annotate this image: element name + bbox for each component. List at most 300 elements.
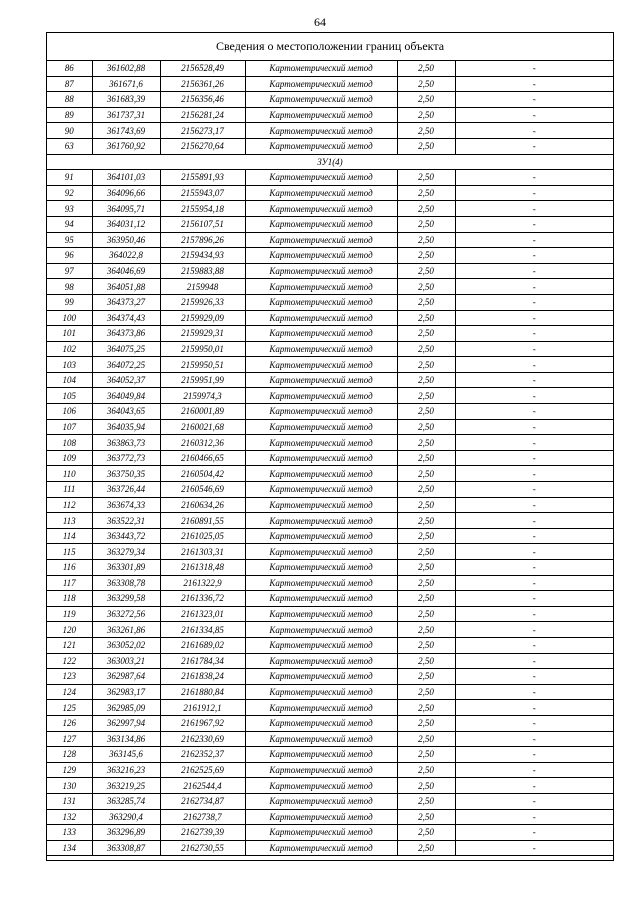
x-coordinate-cell: 364096,66 [92,185,160,201]
section-row [47,154,613,170]
error-cell: 2,50 [397,123,455,139]
description-cell: - [455,294,613,310]
error-cell: 2,50 [397,840,455,856]
table-row [47,263,613,279]
point-number-cell: 103 [47,357,92,373]
y-coordinate-cell: 2160021,68 [160,419,245,435]
table-row [47,747,613,763]
method-cell: Картометрический метод [245,528,397,544]
description-cell: - [455,637,613,653]
y-coordinate-cell: 2156356,46 [160,92,245,108]
x-coordinate-cell: 363219,25 [92,778,160,794]
point-number-cell: 108 [47,435,92,451]
error-cell: 2,50 [397,637,455,653]
y-coordinate-cell: 2162738,7 [160,809,245,825]
error-cell: 2,50 [397,61,455,76]
error-cell: 2,50 [397,731,455,747]
method-cell: Картометрический метод [245,326,397,342]
point-number-cell: 91 [47,170,92,186]
point-number-cell: 134 [47,840,92,856]
table-row [47,216,613,232]
method-cell: Картометрический метод [245,419,397,435]
table-row [47,669,613,685]
table-row [47,232,613,248]
table-row [47,637,613,653]
error-cell: 2,50 [397,560,455,576]
method-cell: Картометрический метод [245,263,397,279]
error-cell: 2,50 [397,388,455,404]
description-cell: - [455,216,613,232]
x-coordinate-cell: 362997,94 [92,715,160,731]
description-cell: - [455,341,613,357]
x-coordinate-cell: 364049,84 [92,388,160,404]
y-coordinate-cell: 2161322,9 [160,575,245,591]
x-coordinate-cell: 363285,74 [92,793,160,809]
error-cell: 2,50 [397,809,455,825]
error-cell: 2,50 [397,419,455,435]
method-cell: Картометрический метод [245,575,397,591]
table-row [47,185,613,201]
x-coordinate-cell: 363863,73 [92,435,160,451]
y-coordinate-cell: 2160312,36 [160,435,245,451]
method-cell: Картометрический метод [245,138,397,154]
method-cell: Картометрический метод [245,279,397,295]
table-row [47,76,613,92]
y-coordinate-cell: 2156273,17 [160,123,245,139]
section-label: ЗУ1(4) [47,154,613,170]
y-coordinate-cell: 2159974,3 [160,388,245,404]
error-cell: 2,50 [397,528,455,544]
error-cell: 2,50 [397,825,455,841]
description-cell: - [455,279,613,295]
table-row [47,61,613,76]
x-coordinate-cell: 363261,86 [92,622,160,638]
x-coordinate-cell: 364373,86 [92,326,160,342]
method-cell: Картометрический метод [245,747,397,763]
x-coordinate-cell: 361760,92 [92,138,160,154]
description-cell: - [455,575,613,591]
error-cell: 2,50 [397,778,455,794]
x-coordinate-cell: 364046,69 [92,263,160,279]
x-coordinate-cell: 361671,6 [92,76,160,92]
description-cell: - [455,528,613,544]
description-cell: - [455,419,613,435]
x-coordinate-cell: 363726,44 [92,482,160,498]
method-cell: Картометрический метод [245,560,397,576]
x-coordinate-cell: 362983,17 [92,684,160,700]
x-coordinate-cell: 363772,73 [92,450,160,466]
point-number-cell: 122 [47,653,92,669]
method-cell: Картометрический метод [245,684,397,700]
y-coordinate-cell: 2155954,18 [160,201,245,217]
point-number-cell: 102 [47,341,92,357]
table-row [47,731,613,747]
y-coordinate-cell: 2161967,92 [160,715,245,731]
method-cell: Картометрический метод [245,61,397,76]
error-cell: 2,50 [397,497,455,513]
error-cell: 2,50 [397,372,455,388]
method-cell: Картометрический метод [245,248,397,264]
y-coordinate-cell: 2161334,85 [160,622,245,638]
error-cell: 2,50 [397,326,455,342]
method-cell: Картометрический метод [245,435,397,451]
y-coordinate-cell: 2157896,26 [160,232,245,248]
point-number-cell: 123 [47,669,92,685]
table-row [47,715,613,731]
description-cell: - [455,76,613,92]
y-coordinate-cell: 2159926,33 [160,294,245,310]
point-number-cell: 120 [47,622,92,638]
x-coordinate-cell: 363145,6 [92,747,160,763]
error-cell: 2,50 [397,201,455,217]
y-coordinate-cell: 2159950,51 [160,357,245,373]
sheet-title: Сведения о местоположении границ объекта [47,33,613,61]
y-coordinate-cell: 2156281,24 [160,107,245,123]
point-number-cell: 94 [47,216,92,232]
description-cell: - [455,388,613,404]
error-cell: 2,50 [397,138,455,154]
y-coordinate-cell: 2161912,1 [160,700,245,716]
point-number-cell: 101 [47,326,92,342]
method-cell: Картометрический метод [245,388,397,404]
table-row [47,341,613,357]
method-cell: Картометрический метод [245,778,397,794]
error-cell: 2,50 [397,185,455,201]
point-number-cell: 99 [47,294,92,310]
method-cell: Картометрический метод [245,606,397,622]
x-coordinate-cell: 361683,39 [92,92,160,108]
error-cell: 2,50 [397,279,455,295]
error-cell: 2,50 [397,482,455,498]
method-cell: Картометрический метод [245,762,397,778]
method-cell: Картометрический метод [245,450,397,466]
table-row [47,435,613,451]
description-cell: - [455,513,613,529]
point-number-cell: 112 [47,497,92,513]
x-coordinate-cell: 363134,86 [92,731,160,747]
y-coordinate-cell: 2159883,88 [160,263,245,279]
point-number-cell: 63 [47,138,92,154]
description-cell: - [455,326,613,342]
error-cell: 2,50 [397,450,455,466]
method-cell: Картометрический метод [245,482,397,498]
error-cell: 2,50 [397,216,455,232]
description-cell: - [455,622,613,638]
y-coordinate-cell: 2159951,99 [160,372,245,388]
method-cell: Картометрический метод [245,466,397,482]
y-coordinate-cell: 2156528,49 [160,61,245,76]
error-cell: 2,50 [397,263,455,279]
error-cell: 2,50 [397,653,455,669]
y-coordinate-cell: 2160001,89 [160,404,245,420]
description-cell: - [455,185,613,201]
error-cell: 2,50 [397,622,455,638]
x-coordinate-cell: 363052,02 [92,637,160,653]
x-coordinate-cell: 364101,03 [92,170,160,186]
y-coordinate-cell: 2155891,93 [160,170,245,186]
description-cell: - [455,669,613,685]
y-coordinate-cell: 2161318,48 [160,560,245,576]
description-cell: - [455,497,613,513]
description-cell: - [455,731,613,747]
point-number-cell: 121 [47,637,92,653]
table-row [47,606,613,622]
x-coordinate-cell: 361743,69 [92,123,160,139]
point-number-cell: 116 [47,560,92,576]
description-cell: - [455,263,613,279]
point-number-cell: 105 [47,388,92,404]
coordinates-table-body [47,61,613,856]
point-number-cell: 133 [47,825,92,841]
table-row [47,404,613,420]
y-coordinate-cell: 2162330,69 [160,731,245,747]
method-cell: Картометрический метод [245,294,397,310]
table-row [47,840,613,856]
table-row [47,279,613,295]
y-coordinate-cell: 2162352,37 [160,747,245,763]
error-cell: 2,50 [397,591,455,607]
x-coordinate-cell: 364035,94 [92,419,160,435]
method-cell: Картометрический метод [245,76,397,92]
y-coordinate-cell: 2159929,09 [160,310,245,326]
error-cell: 2,50 [397,357,455,373]
description-cell: - [455,372,613,388]
point-number-cell: 109 [47,450,92,466]
point-number-cell: 114 [47,528,92,544]
y-coordinate-cell: 2159950,01 [160,341,245,357]
point-number-cell: 115 [47,544,92,560]
point-number-cell: 100 [47,310,92,326]
y-coordinate-cell: 2161303,31 [160,544,245,560]
point-number-cell: 125 [47,700,92,716]
y-coordinate-cell: 2160466,65 [160,450,245,466]
description-cell: - [455,840,613,856]
description-cell: - [455,404,613,420]
table-row [47,248,613,264]
description-cell: - [455,232,613,248]
description-cell: - [455,466,613,482]
point-number-cell: 90 [47,123,92,139]
table-row [47,528,613,544]
point-number-cell: 131 [47,793,92,809]
table-row [47,294,613,310]
description-cell: - [455,653,613,669]
method-cell: Картометрический метод [245,216,397,232]
error-cell: 2,50 [397,107,455,123]
point-number-cell: 113 [47,513,92,529]
table-row [47,170,613,186]
error-cell: 2,50 [397,544,455,560]
description-cell: - [455,123,613,139]
y-coordinate-cell: 2159929,31 [160,326,245,342]
x-coordinate-cell: 363301,89 [92,560,160,576]
point-number-cell: 97 [47,263,92,279]
method-cell: Картометрический метод [245,622,397,638]
x-coordinate-cell: 364031,12 [92,216,160,232]
x-coordinate-cell: 363750,35 [92,466,160,482]
point-number-cell: 119 [47,606,92,622]
table-row [47,482,613,498]
table-row [47,419,613,435]
y-coordinate-cell: 2156107,51 [160,216,245,232]
error-cell: 2,50 [397,232,455,248]
description-cell: - [455,107,613,123]
table-row [47,560,613,576]
x-coordinate-cell: 363674,33 [92,497,160,513]
x-coordinate-cell: 364095,71 [92,201,160,217]
table-row [47,326,613,342]
y-coordinate-cell: 2159948 [160,279,245,295]
point-number-cell: 124 [47,684,92,700]
table-row [47,622,613,638]
point-number-cell: 117 [47,575,92,591]
description-cell: - [455,201,613,217]
method-cell: Картометрический метод [245,372,397,388]
error-cell: 2,50 [397,76,455,92]
point-number-cell: 93 [47,201,92,217]
x-coordinate-cell: 362987,64 [92,669,160,685]
description-cell: - [455,715,613,731]
x-coordinate-cell: 363003,21 [92,653,160,669]
error-cell: 2,50 [397,715,455,731]
y-coordinate-cell: 2161336,72 [160,591,245,607]
method-cell: Картометрический метод [245,357,397,373]
y-coordinate-cell: 2160504,42 [160,466,245,482]
error-cell: 2,50 [397,341,455,357]
table-row [47,793,613,809]
y-coordinate-cell: 2162544,4 [160,778,245,794]
table-row [47,513,613,529]
description-cell: - [455,170,613,186]
description-cell: - [455,310,613,326]
error-cell: 2,50 [397,248,455,264]
table-row [47,372,613,388]
error-cell: 2,50 [397,466,455,482]
description-cell: - [455,248,613,264]
x-coordinate-cell: 364072,25 [92,357,160,373]
error-cell: 2,50 [397,700,455,716]
method-cell: Картометрический метод [245,669,397,685]
error-cell: 2,50 [397,294,455,310]
y-coordinate-cell: 2161689,02 [160,637,245,653]
table-row [47,809,613,825]
point-number-cell: 106 [47,404,92,420]
x-coordinate-cell: 364373,27 [92,294,160,310]
y-coordinate-cell: 2160634,26 [160,497,245,513]
x-coordinate-cell: 363216,23 [92,762,160,778]
error-cell: 2,50 [397,435,455,451]
description-cell: - [455,482,613,498]
y-coordinate-cell: 2162525,69 [160,762,245,778]
method-cell: Картометрический метод [245,700,397,716]
y-coordinate-cell: 2162739,39 [160,825,245,841]
error-cell: 2,50 [397,404,455,420]
table-row [47,778,613,794]
y-coordinate-cell: 2160546,69 [160,482,245,498]
table-row [47,466,613,482]
method-cell: Картометрический метод [245,170,397,186]
table-row [47,497,613,513]
x-coordinate-cell: 363299,58 [92,591,160,607]
description-cell: - [455,684,613,700]
description-cell: - [455,138,613,154]
table-row [47,450,613,466]
coordinates-sheet [46,32,614,861]
method-cell: Картометрический метод [245,123,397,139]
point-number-cell: 126 [47,715,92,731]
error-cell: 2,50 [397,310,455,326]
point-number-cell: 110 [47,466,92,482]
method-cell: Картометрический метод [245,310,397,326]
y-coordinate-cell: 2162730,55 [160,840,245,856]
point-number-cell: 96 [47,248,92,264]
description-cell: - [455,560,613,576]
method-cell: Картометрический метод [245,637,397,653]
point-number-cell: 130 [47,778,92,794]
page-number: 64 [314,15,326,29]
x-coordinate-cell: 364374,43 [92,310,160,326]
point-number-cell: 98 [47,279,92,295]
description-cell: - [455,747,613,763]
table-row [47,388,613,404]
point-number-cell: 127 [47,731,92,747]
y-coordinate-cell: 2161323,01 [160,606,245,622]
x-coordinate-cell: 363308,87 [92,840,160,856]
table-row [47,825,613,841]
y-coordinate-cell: 2155943,07 [160,185,245,201]
point-number-cell: 86 [47,61,92,76]
description-cell: - [455,700,613,716]
error-cell: 2,50 [397,793,455,809]
point-number-cell: 89 [47,107,92,123]
table-row [47,575,613,591]
y-coordinate-cell: 2156270,64 [160,138,245,154]
x-coordinate-cell: 364052,37 [92,372,160,388]
coordinates-table [47,61,613,856]
table-row [47,201,613,217]
x-coordinate-cell: 363950,46 [92,232,160,248]
point-number-cell: 87 [47,76,92,92]
y-coordinate-cell: 2162734,87 [160,793,245,809]
method-cell: Картометрический метод [245,825,397,841]
table-row [47,591,613,607]
description-cell: - [455,544,613,560]
point-number-cell: 92 [47,185,92,201]
description-cell: - [455,61,613,76]
y-coordinate-cell: 2160891,55 [160,513,245,529]
method-cell: Картометрический метод [245,793,397,809]
method-cell: Картометрический метод [245,544,397,560]
x-coordinate-cell: 364051,88 [92,279,160,295]
method-cell: Картометрический метод [245,232,397,248]
table-row [47,700,613,716]
y-coordinate-cell: 2161784,34 [160,653,245,669]
method-cell: Картометрический метод [245,107,397,123]
description-cell: - [455,606,613,622]
method-cell: Картометрический метод [245,513,397,529]
x-coordinate-cell: 361602,88 [92,61,160,76]
method-cell: Картометрический метод [245,185,397,201]
x-coordinate-cell: 363272,56 [92,606,160,622]
method-cell: Картометрический метод [245,201,397,217]
y-coordinate-cell: 2159434,93 [160,248,245,264]
table-row [47,123,613,139]
point-number-cell: 107 [47,419,92,435]
y-coordinate-cell: 2161838,24 [160,669,245,685]
x-coordinate-cell: 364075,25 [92,341,160,357]
y-coordinate-cell: 2156361,26 [160,76,245,92]
error-cell: 2,50 [397,762,455,778]
